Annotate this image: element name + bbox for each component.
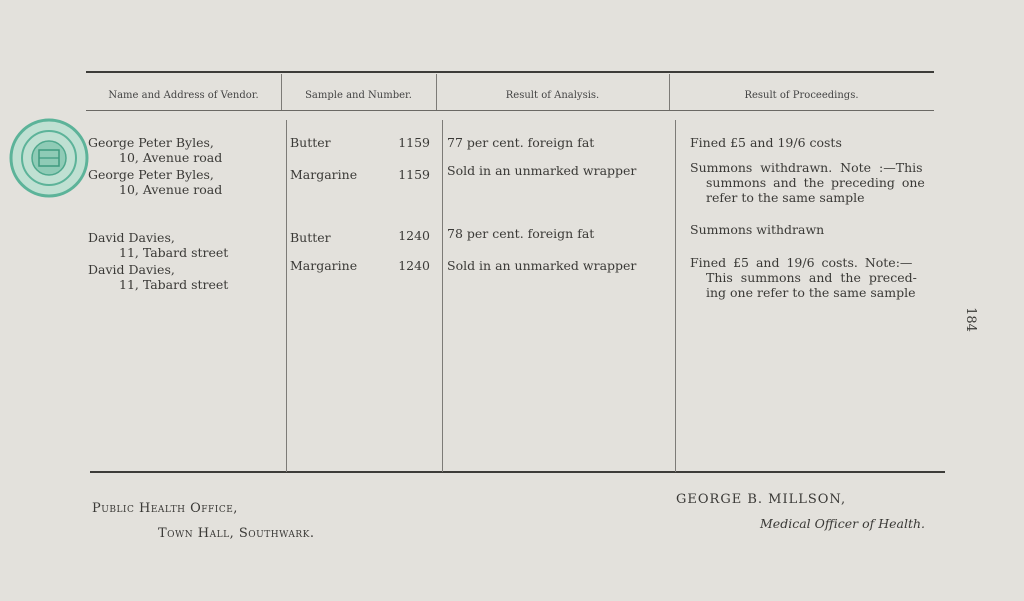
table-row — [88, 262, 228, 292]
proceedings-line: Summons withdrawn. Note :—This — [690, 160, 923, 175]
sample-name: Butter — [290, 230, 331, 245]
table-row — [88, 230, 228, 260]
table-header-rule — [86, 110, 934, 111]
proceedings-line: Fined £5 and 19/6 costs. Note:— — [690, 255, 913, 270]
office-line-1: Public Health Office, — [92, 501, 238, 516]
proceedings-result — [690, 135, 842, 150]
analysis-result: Sold in an unmarked wrapper — [447, 258, 637, 273]
table-top-rule — [86, 71, 934, 73]
sample-name: Margarine — [290, 167, 358, 182]
vendor-address: 11, Tabard street — [119, 245, 229, 260]
analysis-result: 77 per cent. foreign fat — [447, 135, 595, 150]
proceedings-line: ing one refer to the same sample — [706, 285, 916, 300]
table-row — [88, 135, 222, 165]
office-line-2: Town Hall, Southwark. — [158, 526, 315, 541]
vendor-name: David Davies, — [88, 262, 175, 277]
table-row — [88, 167, 222, 197]
proceedings-line: This summons and the preced- — [706, 270, 917, 285]
vendor-name: George Peter Byles, — [88, 135, 214, 150]
proceedings-line: Summons withdrawn — [690, 222, 825, 237]
signatory-name: GEORGE B. MILLSON, — [676, 492, 847, 507]
column-divider — [675, 120, 676, 472]
proceedings-line: refer to the same sample — [706, 190, 865, 205]
proceedings-result — [690, 160, 942, 205]
vendor-name: George Peter Byles, — [88, 167, 214, 182]
header-analysis: Result of Analysis. — [505, 90, 600, 101]
signatory-title: Medical Officer of Health. — [760, 516, 925, 531]
proceedings-line: Fined £5 and 19/6 costs — [690, 135, 842, 150]
column-divider — [442, 120, 443, 472]
header-vendor: Name and Address of Vendor. — [108, 90, 259, 101]
proceedings-result — [690, 222, 824, 237]
table-bottom-rule — [90, 471, 945, 473]
header-sample: Sample and Number. — [305, 90, 412, 101]
analysis-result: 78 per cent. foreign fat — [447, 226, 595, 241]
proceedings-line: summons and the preceding one — [706, 175, 925, 190]
column-divider — [286, 120, 287, 472]
vendor-name: David Davies, — [88, 230, 175, 245]
sample-number: 1240 — [398, 228, 430, 243]
page-number: 184 — [962, 307, 978, 332]
header-proceedings: Result of Proceedings. — [744, 90, 859, 101]
proceedings-result — [690, 255, 942, 300]
sample-number: 1159 — [398, 135, 430, 150]
analysis-result: Sold in an unmarked wrapper — [447, 163, 637, 178]
sample-number: 1240 — [398, 258, 430, 273]
sample-name: Margarine — [290, 258, 358, 273]
sample-number: 1159 — [398, 167, 430, 182]
sample-name: Butter — [290, 135, 331, 150]
vendor-address: 11, Tabard street — [119, 277, 229, 292]
vendor-address: 10, Avenue road — [119, 150, 223, 165]
vendor-address: 10, Avenue road — [119, 182, 223, 197]
stamp-seal-icon — [6, 115, 92, 201]
